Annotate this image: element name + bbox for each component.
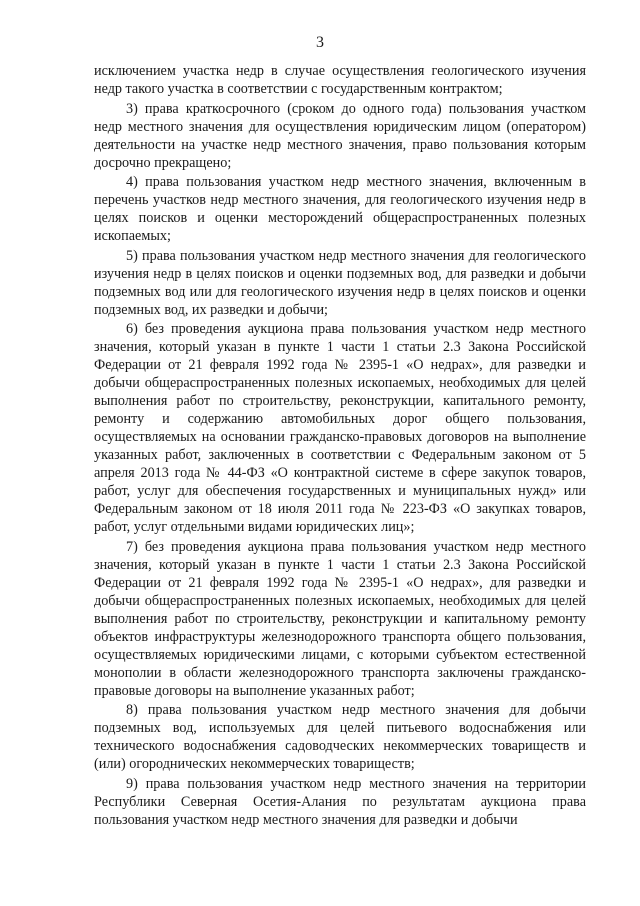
paragraph-continuation: исключением участка недр в случае осуществления геологического изучения недр такого участка в соответствии с государственным контрактом;	[94, 63, 586, 97]
paragraph-item-9: 9) права пользования участком недр местного значения на территории Республики Северная Осетия-Алания по результатам аукциона права пользования участком недр местного значения для разведки и добычи	[94, 775, 586, 828]
document-body	[94, 62, 586, 830]
paragraph-item-7: 7) без проведения аукциона права пользования участком недр местного значения, который указан в пункте 1 части 1 статьи 2.3 Закона Российской Федерации от 21 февраля 1992 года № 2395-1 «О недрах», для разведки и добычи общераспространенных полезных ископаемых, необходимых для целей выполнения работ по строительству, реконструкции и капитальному ремонту объектов инфраструктуры железнодорожного транспорта общего пользования, осуществляемых юридическими лицами, с которыми субъектом естественной монополии в области железнодорожного транспорта заключены гражданско-правовые договоры на выполнение указанных работ;	[94, 538, 586, 699]
paragraph-item-6: 6) без проведения аукциона права пользования участком недр местного значения, который указан в пункте 1 части 1 статьи 2.3 Закона Российской Федерации от 21 февраля 1992 года № 2395-1 «О недрах», для разведки и добычи общераспространенных полезных ископаемых, необходимых для целей выполнения работ по строительству, реконструкции, капитального ремонту, ремонту и содержанию автомобильных дорог общего пользования, осуществляемых на основании гражданско-правовых договоров на выполнение указанных работ, заключенных в соответствии с Федеральным законом от 5 апреля 2013 года № 44-ФЗ «О контрактной системе в сфере закупок товаров, работ, услуг для обеспечения государственных и муниципальных нужд» или Федеральным законом от 18 июля 2011 года № 223-ФЗ «О закупках товаров, работ, услуг отдельными видами юридических лиц»;	[94, 321, 586, 535]
paragraph-item-5: 5) права пользования участком недр местного значения для геологического изучения недр в целях поисков и оценки подземных вод, для разведки и добычи подземных вод или для геологического изучения недр в целях поисков и оценки подземных вод, их разведки и добычи;	[94, 247, 586, 318]
paragraph-item-4: 4) права пользования участком недр местного значения, включенным в перечень участков недр местного значения, для геологического изучения недр в целях поисков и оценки месторождений общераспространенных полезных ископаемых;	[94, 174, 586, 244]
paragraph-item-8: 8) права пользования участком недр местного значения для добычи подземных вод, используемых для целей питьевого водоснабжения или технического водоснабжения садоводческих некоммерческих товариществ и (или) огороднических некоммерческих товариществ;	[94, 702, 586, 772]
page-number: 3	[316, 34, 324, 51]
paragraph-item-3: 3) права краткосрочного (сроком до одного года) пользования участком недр местного значения для осуществления юридическим лицом (оператором) деятельности на участке недр местного значения, право пользования которым досрочно прекращено;	[94, 100, 586, 171]
